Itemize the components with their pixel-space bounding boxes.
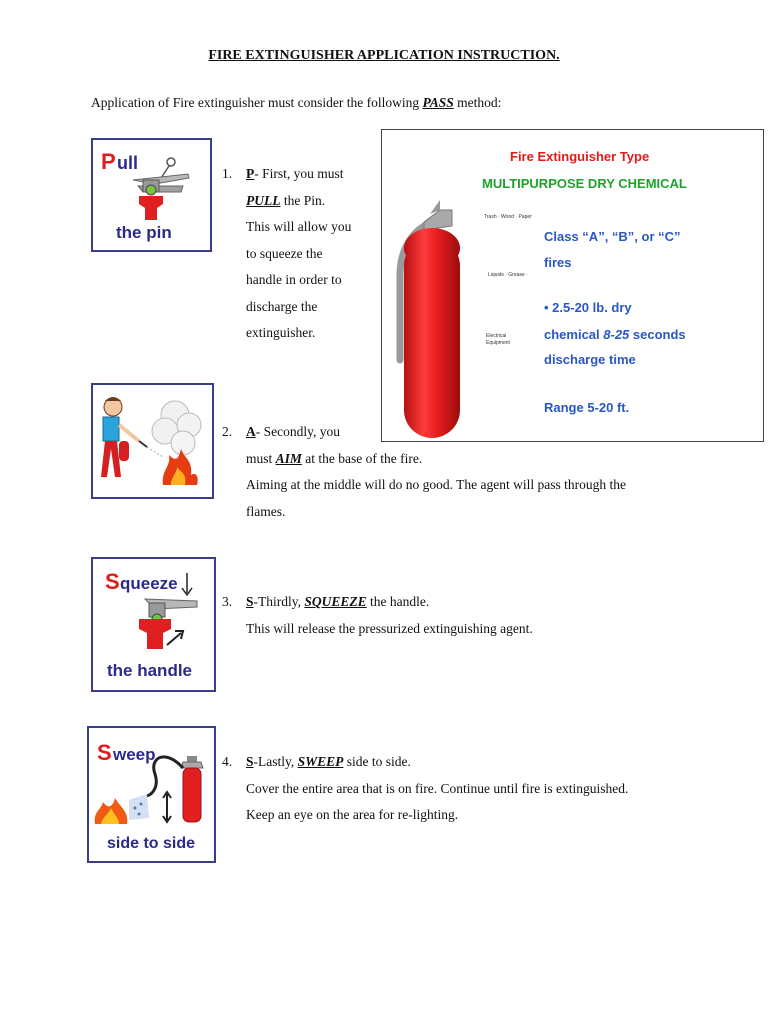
- panel-class-text: Class “A”, “B”, or “C” fires: [544, 229, 681, 270]
- chem-line-2-post: seconds: [629, 327, 686, 342]
- squeeze-rest: queeze: [120, 574, 178, 593]
- step-3-line: -Thirdly,: [253, 594, 302, 609]
- step-1-line: handle in order to: [246, 272, 342, 287]
- pull-rest: ull: [117, 153, 138, 173]
- step-3-line: the handle.: [370, 594, 430, 609]
- label-liquids-grease: Liquids · Grease ·: [488, 272, 528, 278]
- step-4-line: -Lastly,: [253, 754, 295, 769]
- intro-text-after: method:: [453, 95, 502, 110]
- step-4-letter: S: [246, 754, 254, 769]
- aim-illustration: [91, 383, 214, 499]
- intro-text-before: Application of Fire extinguisher must consider the following: [91, 95, 423, 110]
- sweep-illustration: [87, 726, 216, 863]
- step-2-letter: A: [246, 424, 256, 439]
- aim-icon: [93, 385, 212, 497]
- step-1-line: This will allow you: [246, 219, 352, 234]
- panel-chem-line-3: discharge time: [544, 352, 636, 367]
- step-2-number: 2.: [222, 424, 233, 439]
- step-2-line: - Secondly, you: [255, 424, 340, 439]
- step-1: [222, 161, 351, 347]
- label-electrical-equipment: Electrical Equipment: [486, 333, 510, 346]
- chem-line-2-em: 8-25: [603, 327, 630, 342]
- step-1-line: the Pin.: [283, 192, 326, 208]
- chem-line-2-pre: chemical: [544, 327, 604, 342]
- step-3: [222, 589, 533, 642]
- pull-first-letter: P: [101, 149, 116, 174]
- step-1-number: 1.: [222, 166, 233, 181]
- step-2-keyword: AIM: [275, 450, 302, 466]
- squeeze-handle-icon: [93, 559, 214, 690]
- step-4-line: side to side.: [346, 754, 411, 769]
- sweep-icon: [89, 728, 214, 861]
- step-4-line: Cover the entire area that is on fire. Continue until fire is extinguished.: [246, 780, 629, 796]
- intro-emphasis: PASS: [422, 95, 454, 110]
- panel-chem-line-1: • 2.5-20 lb. dry: [544, 300, 632, 315]
- panel-heading: Fire Extinguisher Type: [510, 149, 650, 164]
- label-trash-wood-paper: Trash · Wood · Paper: [484, 214, 532, 220]
- step-1-line: discharge the: [246, 298, 318, 314]
- sweep-bottom-caption: side to side: [107, 835, 196, 852]
- squeeze-bottom-caption: the handle: [107, 661, 193, 680]
- pull-bottom-caption: the pin: [116, 223, 172, 242]
- step-4-number: 4.: [222, 754, 233, 769]
- step-3-keyword: SQUEEZE: [304, 594, 367, 609]
- step-2-line: Aiming at the middle will do no good. The agent will pass through the: [246, 477, 626, 492]
- panel-subheading: MULTIPURPOSE DRY CHEMICAL: [482, 176, 687, 191]
- step-1-line: extinguisher.: [246, 325, 316, 340]
- squeeze-handle-illustration: [91, 557, 216, 692]
- squeeze-first-letter: S: [105, 569, 120, 594]
- sweep-rest: weep: [113, 745, 156, 764]
- step-1-line: to squeeze the: [246, 245, 323, 261]
- step-4: [222, 749, 628, 829]
- step-2-line: at the base of the fire.: [305, 450, 423, 466]
- step-1-keyword: PULL: [246, 192, 281, 208]
- extinguisher-type-panel: [381, 129, 764, 442]
- step-2: [222, 419, 626, 525]
- intro-paragraph: [91, 95, 501, 111]
- panel-chem-line-2: [544, 327, 686, 342]
- step-3-number: 3.: [222, 594, 233, 609]
- step-3-letter: S: [246, 594, 254, 609]
- step-4-line: Keep an eye on the area for re-lighting.: [246, 807, 459, 822]
- page-title: FIRE EXTINGUISHER APPLICATION INSTRUCTION.: [208, 48, 560, 63]
- step-3-line: This will release the pressurized extinguishing agent.: [246, 620, 533, 636]
- pull-pin-illustration: [91, 138, 212, 252]
- step-1-letter: P: [246, 166, 255, 181]
- pull-pin-icon: [93, 140, 210, 250]
- step-1-line: - First, you must: [254, 166, 344, 181]
- step-2-line: flames.: [246, 503, 286, 519]
- sweep-first-letter: S: [97, 740, 112, 765]
- step-4-keyword: SWEEP: [297, 754, 344, 769]
- step-2-line: must: [246, 450, 273, 466]
- panel-range: Range 5-20 ft.: [544, 400, 630, 415]
